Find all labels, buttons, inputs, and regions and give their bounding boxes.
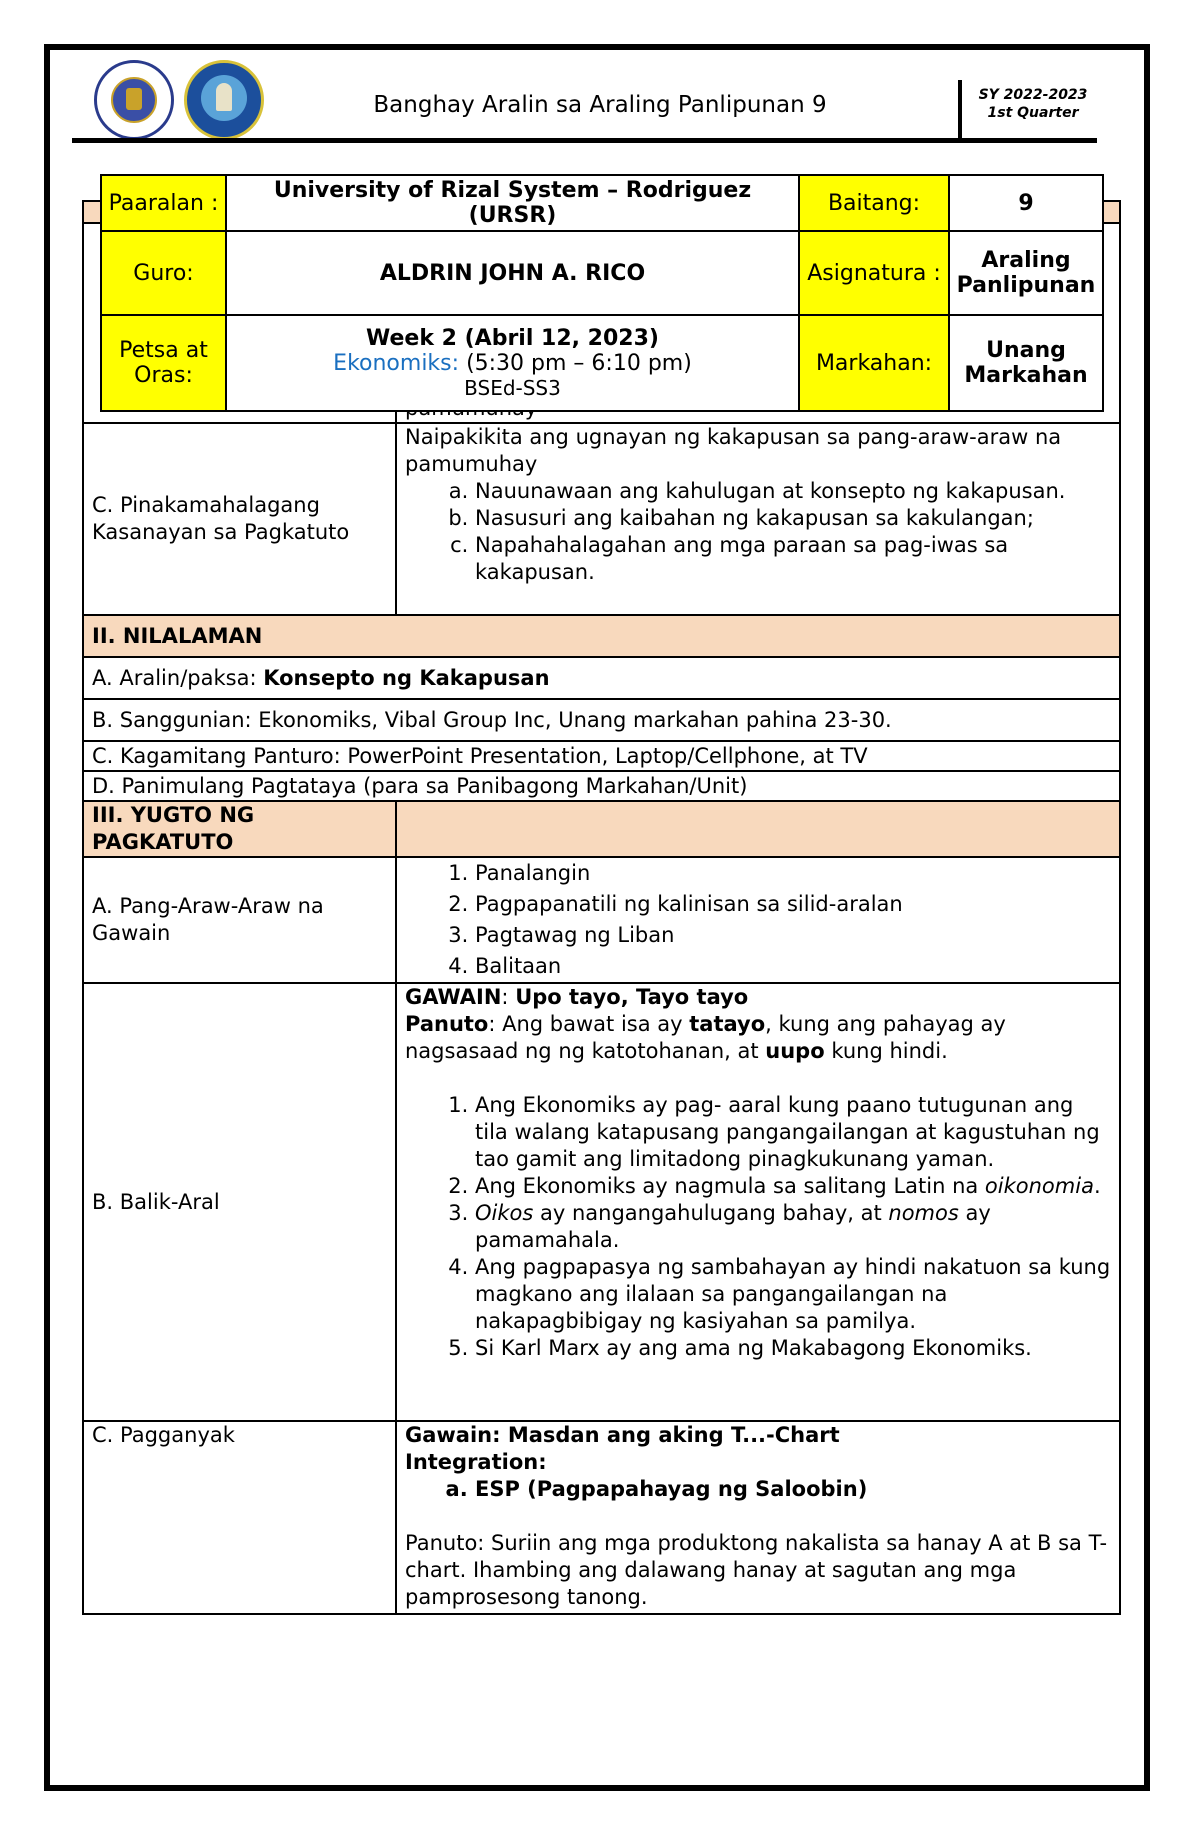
list-item: 2. Pagpapanatili ng kalinisan sa silid-aralan: [475, 889, 1111, 920]
guro-value: ALDRIN JOHN A. RICO: [226, 231, 799, 315]
list-item: c. Napahahalagahan ang mga paraan sa pag-iwas sa kakapusan.: [475, 532, 1111, 586]
spacer: [405, 1503, 1111, 1530]
petsa-section: BSEd-SS3: [464, 375, 561, 400]
list-item: 1. Ang Ekonomiks ay pag- aaral kung paano tutugunan ang tila walang katapusang pangangailangan at kagustuhan ng tao gamit ang limitadong pinagkukunang yaman.: [475, 1092, 1111, 1173]
list-item: 3. Pagtawag ng Liban: [475, 920, 1111, 951]
balik-aral-gawain: GAWAIN: Upo tayo, Tayo tayo: [405, 985, 749, 1009]
pagganyak-gawain: Gawain: Masdan ang aking T...-Chart: [405, 1423, 840, 1447]
asignatura-value: Araling Panlipunan: [949, 231, 1103, 315]
list-item: 1. Panalangin: [475, 858, 1111, 889]
table-row: [83, 423, 1120, 615]
spacer: [405, 1065, 1111, 1092]
paaralan-label: Paaralan :: [101, 175, 226, 231]
info-table: [100, 174, 1104, 412]
panimulang-pagtataya: D. Panimulang Pagtataya (para sa Panibagong Markahan/Unit): [83, 771, 1120, 801]
petsa-time-line: [231, 351, 794, 376]
paaralan-value: University of Rizal System – Rodriguez (URSR): [226, 175, 799, 231]
integration-list: [405, 1476, 1111, 1503]
school-seal-logo: [184, 60, 264, 140]
school-year: SY 2022-2023: [978, 87, 1088, 103]
list-item: b. Nasusuri ang kaibahan ng kakapusan sa kakulangan;: [475, 505, 1111, 532]
section-heading-row: [83, 615, 1120, 657]
petsa-label: Petsa at Oras:: [101, 315, 226, 411]
c-row-intro: Naipakikita ang ugnayan ng kakapusan sa pang-araw-araw na pamumuhay: [405, 425, 1062, 476]
pagganyak-panuto: Panuto: Suriin ang mga produktong nakalista sa hanay A at B sa T-chart. Ihambing ang dalawang hanay at sagutan ang mga pamprosesong tanong.: [405, 1531, 1108, 1609]
list-item: a. ESP (Pagpapahayag ng Saloobin): [475, 1476, 1111, 1503]
balik-aral-label: B. Balik-Aral: [83, 983, 396, 1421]
pagganyak-content: [396, 1421, 1120, 1614]
petsa-value: [226, 315, 799, 411]
aralin-label: A. Aralin/paksa:: [92, 665, 264, 690]
markahan-value: Unang Markahan: [949, 315, 1103, 411]
aralin-paksa: [83, 657, 1120, 699]
table-row: [83, 699, 1120, 741]
pagganyak-label: C. Pagganyak: [83, 1421, 396, 1614]
guro-label: Guro:: [101, 231, 226, 315]
nilalaman-heading: II. NILALAMAN: [83, 615, 1120, 657]
petsa-subject: Ekonomiks:: [333, 350, 460, 376]
table-row: [83, 857, 1120, 983]
list-item: 5. Si Karl Marx ay ang ama ng Makabagong Ekonomiks.: [475, 1335, 1111, 1362]
markahan-label: Markahan:: [799, 315, 949, 411]
table-row: [101, 231, 1103, 315]
gawain-list: [405, 858, 1111, 982]
balik-aral-panuto: Panuto: Ang bawat isa ay tatayo, kung ang pahayag ay nagsasaad ng ng katotohanan, at uupo kung hindi.: [405, 1012, 1006, 1063]
baitang-label: Baitang:: [799, 175, 949, 231]
pang-araw-araw-label: A. Pang-Araw-Araw na Gawain: [83, 857, 396, 983]
petsa-week: Week 2 (Abril 12, 2023): [366, 325, 659, 351]
school-year-label: [968, 86, 1098, 122]
c-row-content: [396, 423, 1120, 615]
asignatura-label: Asignatura :: [799, 231, 949, 315]
header-rule: [72, 138, 1097, 143]
list-item: 2. Ang Ekonomiks ay nagmula sa salitang Latin na oikonomia.: [475, 1173, 1111, 1200]
header-divider: [958, 80, 962, 140]
yugto-heading-blank: [396, 801, 1120, 857]
yugto-heading: III. YUGTO NG PAGKATUTO: [83, 801, 396, 857]
pang-araw-araw-content: [396, 857, 1120, 983]
page-header-title: Banghay Aralin sa Araling Panlipunan 9: [373, 92, 827, 118]
table-row: [83, 771, 1120, 801]
list-item: a. Nauunawaan ang kahulugan at konsepto ng kakapusan.: [475, 478, 1111, 505]
sanggunian: B. Sanggunian: Ekonomiks, Vibal Group Inc, Unang markahan pahina 23-30.: [83, 699, 1120, 741]
c-row-label: C. Pinakamahalagang Kasanayan sa Pagkatuto: [83, 423, 396, 615]
table-row: [83, 983, 1120, 1421]
deped-seal-logo: [94, 60, 174, 140]
table-row: [101, 175, 1103, 231]
balik-aral-list: [405, 1092, 1111, 1362]
aralin-value: Konsepto ng Kakapusan: [263, 665, 550, 690]
petsa-time: (5:30 pm – 6:10 pm): [466, 350, 692, 376]
section-heading-row: [83, 801, 1120, 857]
table-row: [83, 1421, 1120, 1614]
kagamitang-panturo: C. Kagamitang Panturo: PowerPoint Presentation, Laptop/Cellphone, at TV: [83, 741, 1120, 771]
list-item: 3. Oikos ay nangangahulugang bahay, at nomos ay pamamahala.: [475, 1200, 1111, 1254]
c-row-list: [405, 478, 1111, 586]
quarter-label: 1st Quarter: [987, 105, 1079, 121]
table-row: [83, 741, 1120, 771]
table-row: [101, 315, 1103, 411]
list-item: 4. Balitaan: [475, 951, 1111, 982]
lesson-plan-table: [82, 200, 1121, 1615]
integration-label: Integration:: [405, 1450, 547, 1474]
balik-aral-content: [396, 983, 1120, 1421]
table-row: [83, 657, 1120, 699]
baitang-value: 9: [949, 175, 1103, 231]
list-item: 4. Ang pagpapasya ng sambahayan ay hindi nakatuon sa kung magkano ang ilalaan sa pangangailangan na nakapagbibigay ng kasiyahan sa pamilya.: [475, 1254, 1111, 1335]
